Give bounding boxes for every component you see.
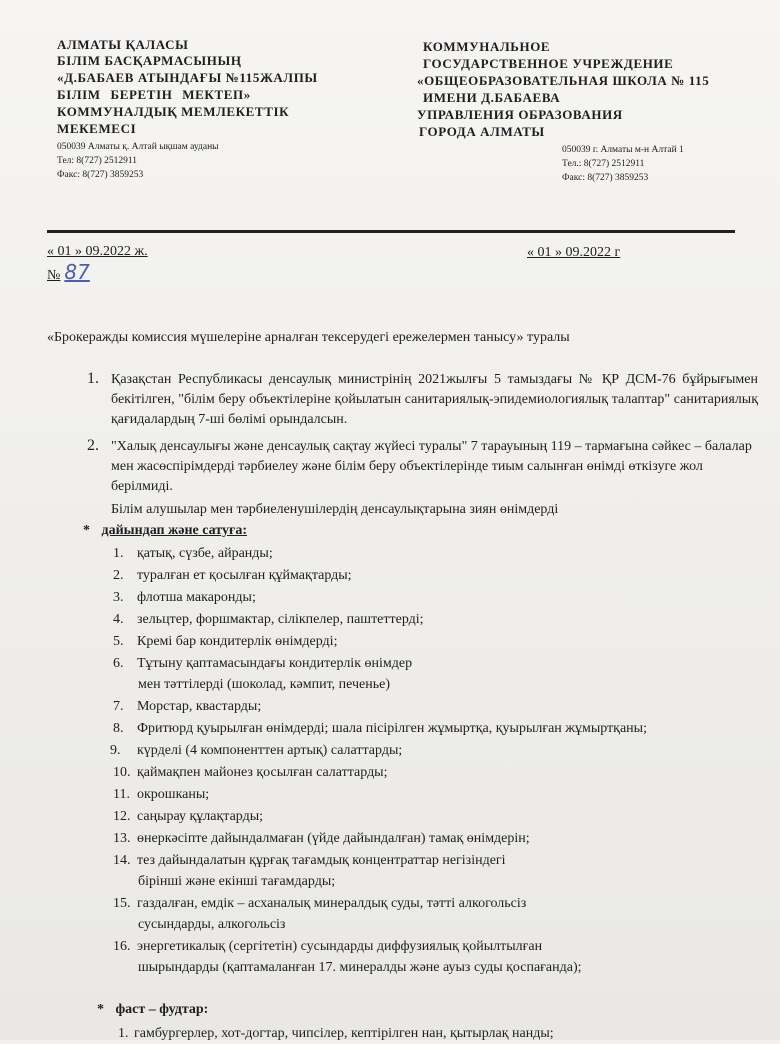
list-item-text: флотша макаронды; bbox=[137, 590, 256, 605]
header-left-line: КОММУНАЛДЫҚ МЕМЛЕКЕТТІК bbox=[57, 104, 290, 119]
list-item-text: қатық, сүзбе, айранды; bbox=[137, 546, 273, 561]
list-item-text: өнеркәсіпте дайындалмаған (үйде дайындалған) тамақ өнімдерін; bbox=[137, 831, 530, 846]
list-item-number: 16. bbox=[113, 939, 131, 954]
list-item-text: энергетикалық (сергітетін) сусындарды диффузиялық қойылтылған bbox=[137, 939, 543, 954]
list-item-number: 15. bbox=[113, 896, 131, 911]
section1-heading-text: дайындап және сатуға: bbox=[101, 523, 247, 538]
list-item-text: саңырау құлақтарды; bbox=[137, 809, 264, 824]
list-item-number: 9. bbox=[110, 743, 121, 758]
list-item-text: сусындарды, алкогольсіз bbox=[138, 917, 286, 932]
section2-heading-text: фаст – фудтар: bbox=[115, 1002, 209, 1017]
list-item-number: 4. bbox=[113, 612, 124, 627]
list-item-number: 3. bbox=[113, 590, 124, 605]
header-left-line: АЛМАТЫ ҚАЛАСЫ bbox=[57, 37, 189, 52]
list-item-text: тез дайындалатын құрғақ тағамдық концентраттар негізіндегі bbox=[137, 853, 506, 868]
list-item-number: 8. bbox=[113, 721, 124, 736]
header-left-line: МЕКЕМЕСІ bbox=[57, 121, 137, 136]
list-item-number: 5. bbox=[113, 634, 124, 649]
list-item-text: күрделі (4 компоненттен артық) салаттарды; bbox=[137, 743, 403, 758]
date-right: « 01 » 09.2022 г bbox=[527, 245, 621, 260]
list-item-text: Тұтыну қаптамасындағы кондитерлік өнімдер bbox=[137, 656, 413, 671]
header-left-line: «Д.БАБАЕВ АТЫНДАҒЫ №115ЖАЛПЫ bbox=[57, 70, 318, 85]
list-item-text: бірінші және екінші тағамдарды; bbox=[138, 874, 336, 889]
list-item-text: гамбургерлер, хот-догтар, чипсілер, кептірілген нан, қытырлақ нанды; bbox=[134, 1026, 554, 1041]
header-right-phone: Тел.: 8(727) 2512911 bbox=[562, 159, 645, 169]
header-left-line: БІЛІМ БЕРЕТІН МЕКТЕП» bbox=[57, 87, 251, 102]
header-left-fax: Факс: 8(727) 3859253 bbox=[57, 170, 144, 180]
list-item-text: туралған ет қосылған құймақтарды; bbox=[137, 568, 352, 583]
numbered-marker-1: 1. bbox=[87, 370, 99, 387]
list-item-number: 13. bbox=[113, 831, 131, 846]
order-title: «Брокеражды комиссия мүшелеріне арналған тексерудегі ережелермен танысу» туралы bbox=[47, 330, 570, 345]
number-label: № bbox=[47, 268, 61, 283]
section2-heading bbox=[97, 1002, 208, 1018]
numbered-paragraph-2: "Халық денсаулығы және денсаулық сақтау жүйесі туралы" 7 тарауының 119 – тармағына сәйкес – балалар мен жасөспірімдерді тәрбиелеу және білім беру объектілерінде тиым салынған өнімді өткізуге жол берілмиді. bbox=[111, 439, 752, 494]
asterisk-bullet: * bbox=[97, 1002, 104, 1017]
list-item-text: шырындарды (қаптамаланған 17. минералды және ауыз суды қоспағанда); bbox=[138, 960, 582, 975]
header-right-address: 050039 г. Алматы м-н Алтай 1 bbox=[562, 145, 684, 155]
header-right-line: ИМЕНИ Д.БАБАЕВА bbox=[423, 90, 561, 105]
header-right-line: «ОБЩЕОБРАЗОВАТЕЛЬНАЯ ШКОЛА № 115 bbox=[417, 73, 710, 88]
list-item-number: 10. bbox=[113, 765, 131, 780]
header-right-fax: Факс: 8(727) 3859253 bbox=[562, 173, 649, 183]
list-item-number: 2. bbox=[113, 568, 124, 583]
header-left-phone: Тел: 8(727) 2512911 bbox=[57, 156, 138, 166]
header-left-line: БІЛІМ БАСҚАРМАСЫНЫҢ bbox=[57, 53, 242, 68]
list-item-number: 1. bbox=[113, 546, 124, 561]
asterisk-bullet: * bbox=[83, 523, 90, 538]
list-item-text: окрошканы; bbox=[137, 787, 210, 802]
list-item-number: 12. bbox=[113, 809, 131, 824]
header-divider bbox=[47, 230, 735, 233]
list-item-number: 6. bbox=[113, 656, 124, 671]
list-item-number: 1. bbox=[118, 1026, 129, 1041]
header-right-line: УПРАВЛЕНИЯ ОБРАЗОВАНИЯ bbox=[417, 107, 623, 122]
harmful-intro: Білім алушылар мен тәрбиеленушілердің денсаулықтарына зиян өнімдерді bbox=[111, 502, 559, 517]
number-handwritten: 87 bbox=[64, 260, 90, 284]
section1-heading bbox=[83, 523, 247, 539]
numbered-marker-2: 2. bbox=[87, 437, 99, 454]
date-left: « 01 » 09.2022 ж. bbox=[47, 244, 148, 259]
list-item-text: зельцтер, форшмактар, сілікпелер, паштеттерді; bbox=[137, 612, 424, 627]
header-left-address: 050039 Алматы қ. Алтай ықшам ауданы bbox=[57, 142, 219, 152]
header-right-line: ГОРОДА АЛМАТЫ bbox=[419, 124, 545, 139]
list-item-text: қаймақпен майонез қосылған салаттарды; bbox=[137, 765, 388, 780]
header-right-line: ГОСУДАРСТВЕННОЕ УЧРЕЖДЕНИЕ bbox=[423, 56, 674, 71]
numbered-paragraph-1: Қазақстан Республикасы денсаулық министрінің 2021жылғы 5 тамыздағы № ҚР ДСМ-76 бұйрығымен бекітілген, "білім беру объектілеріне қойылатын санитариялық-эпидемиологиялық талаптар" санитариялық қағидалардың 7-ші бөлімі орындалсын. bbox=[111, 372, 758, 427]
document-number bbox=[47, 260, 90, 284]
list-item-number: 7. bbox=[113, 699, 124, 714]
list-item-text: Фритюрд қуырылған өнімдерді; шала пісірілген жұмыртқа, қуырылған жұмыртқаны; bbox=[137, 721, 647, 736]
list-item-text: Кремі бар кондитерлік өнімдерді; bbox=[137, 634, 338, 649]
list-item-text: Морстар, квастарды; bbox=[137, 699, 262, 714]
list-item-text: мен тәттілерді (шоколад, кәмпит, печенье) bbox=[138, 677, 391, 692]
list-item-text: газдалған, емдік – асханалық минералдық суды, тәтті алкогольсіз bbox=[137, 896, 527, 911]
list-item-number: 14. bbox=[113, 853, 131, 868]
list-item-number: 11. bbox=[113, 787, 130, 802]
header-right-line: КОММУНАЛЬНОЕ bbox=[423, 39, 551, 54]
